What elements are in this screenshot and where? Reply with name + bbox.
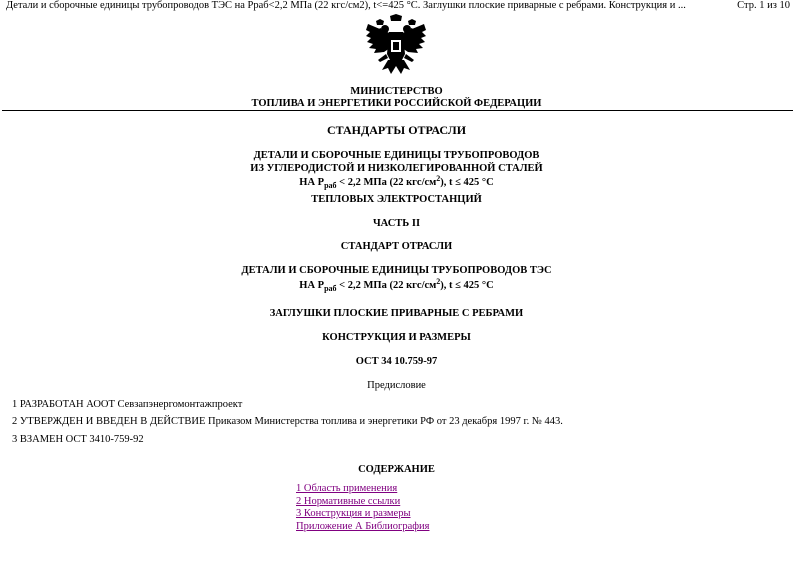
double-headed-eagle-emblem-icon	[364, 14, 428, 76]
toc-link-scope[interactable]: 1 Область применения	[296, 483, 398, 494]
doc-title-line-3: ТЕПЛОВЫХ ЭЛЕКТРОСТАНЦИЙ	[311, 194, 482, 205]
standard-heading: СТАНДАРТ ОТРАСЛИ	[340, 241, 453, 252]
doc-title-line-4: ДЕТАЛИ И СБОРОЧНЫЕ ЕДИНИЦЫ ТРУБОПРОВОДОВ ТЭС	[241, 265, 552, 276]
header-title: Детали и сборочные единицы трубопроводов ТЭС на Рраб<2,2 МПа (22 кгс/см2), t<=425 °С. Заглушки плоские приварные с ребрами. Конструкция и ...	[6, 0, 686, 11]
toc-title: СОДЕРЖАНИЕ	[358, 464, 435, 475]
doc-title-line-2: ИЗ УГЛЕРОДИСТОЙ И НИЗКОЛЕГИРОВАННОЙ СТАЛЕЙ	[250, 163, 543, 174]
toc-link-appendix-a[interactable]: Приложение А Библиография	[296, 520, 430, 532]
design-heading: КОНСТРУКЦИЯ И РАЗМЕРЫ	[322, 332, 471, 343]
ministry-line-2: ТОПЛИВА И ЭНЕРГЕТИКИ РОССИЙСКОЙ ФЕДЕРАЦИИ	[251, 98, 542, 109]
divider	[2, 110, 793, 111]
preface-item-1: 1 РАЗРАБОТАН АООТ Севзапэнергомонтажпроект	[12, 399, 243, 410]
standard-code: ОСТ 34 10.759-97	[355, 356, 438, 367]
ministry-line-1: МИНИСТЕРСТВО	[350, 86, 443, 97]
preface-title: Предисловие	[367, 380, 426, 391]
doc-title-line-1: ДЕТАЛИ И СБОРОЧНЫЕ ЕДИНИЦЫ ТРУБОПРОВОДОВ	[253, 150, 540, 161]
standards-heading: СТАНДАРТЫ ОТРАСЛИ	[326, 123, 467, 137]
subject-heading: ЗАГЛУШКИ ПЛОСКИЕ ПРИВАРНЫЕ С РЕБРАМИ	[269, 308, 524, 319]
page-header	[6, 0, 790, 12]
pressure-condition-2: НА $Р_{раб} < 2,2$ МПа (22 кгс/$см^2$), t ≤ 425 °С	[299, 277, 494, 293]
toc-link-design[interactable]: 3 Конструкция и размеры	[296, 508, 411, 519]
part-heading: ЧАСТЬ II	[372, 218, 421, 229]
preface-item-2: 2 УТВЕРЖДЕН И ВВЕДЕН В ДЕЙСТВИЕ Приказом Министерства топлива и энергетики РФ от 23 декабря 1997 г. № 443.	[12, 416, 563, 427]
toc-link-references[interactable]: 2 Нормативные ссылки	[296, 495, 401, 507]
header-page-number: Стр. 1 из 10	[733, 0, 790, 12]
toc-list	[296, 483, 430, 533]
preface-item-3: 3 ВЗАМЕН ОСТ 3410-759-92	[12, 434, 144, 445]
pressure-condition-1: НА $Р_{раб} < 2,2$ МПа (22 кгс/$см^2$), t ≤ 425 °С	[299, 174, 494, 190]
